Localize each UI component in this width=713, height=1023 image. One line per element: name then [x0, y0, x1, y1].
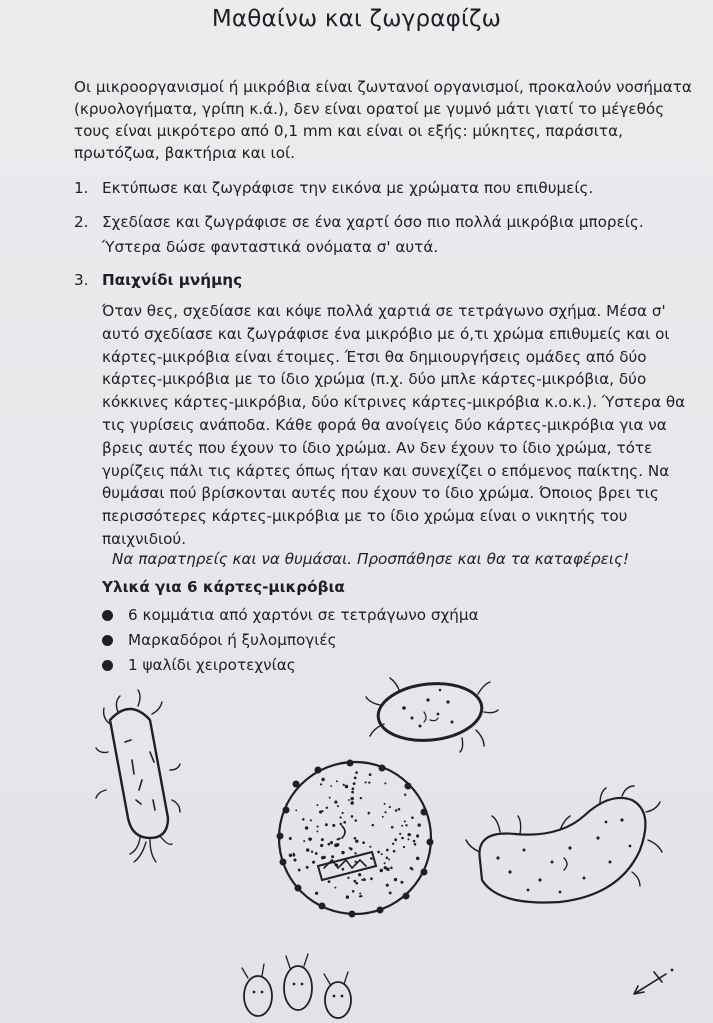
task-2 — [74, 210, 700, 260]
list-item: Μαρκαδόροι ή ξυλομπογιές — [100, 628, 479, 653]
rod-microbe-icon — [96, 690, 180, 862]
bullet-icon — [102, 610, 113, 621]
task-1 — [74, 176, 700, 201]
intro-paragraph: Οι μικροοργανισμοί ή μικρόβια είναι ζωντανοί οργανισμοί, προκαλούν νοσήματα (κρυολογήματα, γρίπη κ.ά.), δεν είναι ορατοί με γυμνό μάτι γιατί το μέγεθός τους είναι μικρότερο από 0,1 mm και είναι οι εξής: μύκητες, παράσιτα, πρωτόζωα, βακτήρια και ιοί. — [74, 78, 692, 162]
bullet-icon — [102, 635, 113, 646]
arrow-mark-icon — [634, 969, 673, 994]
bean-microbe-icon — [466, 786, 662, 903]
materials-heading: Υλικά για 6 κάρτες-μικρόβια — [102, 578, 345, 596]
task-number: 1. — [74, 179, 89, 197]
memory-game-heading: Παιχνίδι μνήμης — [102, 271, 243, 289]
memory-game-instructions: Όταν θες, σχεδίασε και κόψε πολλά χαρτιά σε τετράγωνο σχήμα. Μέσα σ' αυτό σχεδίασε και ζωγράφισε ένα μικρόβιο με ό,τι χρώμα επιθυμείς και οι κάρτες-μικρόβια είναι έτοιμες. Έτσι θα δημιουργήσεις ομάδες από δύο κάρτες-μικρόβια με το ίδιο χρώμα (π.χ. δύο μπλε κάρτες-μικρόβια, δύο κόκκινες κάρτες-μικρόβια, δύο κίτρινες κάρτες-μικρόβια κ.ο.κ.). Ύστερα θα τις γυρίσεις ανάποδα. Κάθε φορά θα ανοίγεις δύο κάρτες-μικρόβια για να βρεις αυτές που έχουν το ίδιο χρώμα. Αν δεν έχουν το ίδιο χρώμα, τότε γυρίζεις πάλι τις κάρτες όπως ήταν και συνεχίζει ο επόμενος παίκτης. Να θυμάσαι πού βρίσκονται αυτές που έχουν το ίδιο χρώμα. Όποιος βρει τις περισσότερες κάρτες-μικρόβια με το ίδιο χρώμα είναι ο νικητής του παιχνιδιού. — [102, 302, 686, 548]
page-title: Μαθαίνω και ζωγραφίζω — [211, 6, 502, 32]
task-text: Εκτύπωσε και ζωγράφισε την εικόνα με χρώματα που επιθυμείς. — [102, 179, 594, 197]
list-item: 1 ψαλίδι χειροτεχνίας — [100, 653, 479, 678]
materials-list — [100, 603, 479, 678]
round-microbe-icon — [277, 760, 434, 918]
list-item: 6 κομμάτια από χαρτόνι σε τετράγωνο σχήμα — [100, 603, 479, 628]
encouragement-text: Να παρατηρείς και να θυμάσαι. Προσπάθησε και θα τα καταφέρεις! — [112, 550, 630, 568]
task-3 — [74, 268, 700, 293]
task-text: Σχεδίασε και ζωγράφισε σε ένα χαρτί όσο πιο πολλά μικρόβια μπορείς. Ύστερα δώσε φανταστικά ονόματα σ' αυτά. — [102, 213, 644, 256]
bullet-icon — [102, 660, 113, 671]
task-number: 3. — [74, 271, 89, 289]
task-number: 2. — [74, 213, 89, 231]
small-microbes-icon — [242, 954, 351, 1018]
oval-microbe-icon — [366, 678, 498, 752]
